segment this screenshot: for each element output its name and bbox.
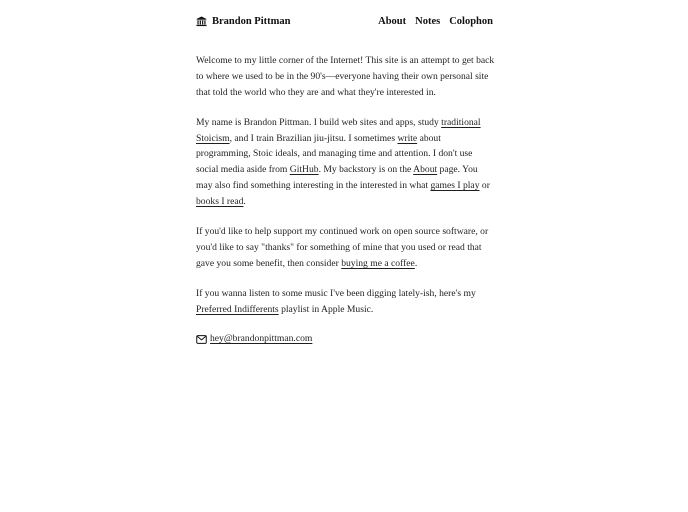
main-content <box>196 53 496 347</box>
institution-icon <box>196 16 207 27</box>
bio-text: . My backstory is on the <box>318 164 414 176</box>
home-link[interactable] <box>196 16 290 27</box>
support-paragraph <box>196 224 496 271</box>
bio-text: My name is Brandon Pittman. I build web sites and apps, study <box>196 116 442 128</box>
intro-paragraph: Welcome to my little corner of the Internet! This site is an attempt to get back to where we used to be in the 90's—everyone having their own personal site that told the world who they are and what they're interested in. <box>196 55 495 98</box>
books-link[interactable]: books I read <box>196 195 244 207</box>
music-text: playlist in Apple Music. <box>278 303 374 315</box>
nav-colophon[interactable]: Colophon <box>449 15 493 27</box>
nav-about[interactable]: About <box>378 15 407 27</box>
github-link[interactable]: GitHub <box>289 164 319 176</box>
site-header <box>196 12 493 30</box>
bio-text: . <box>243 195 246 207</box>
bio-text: page. You may also find something interesting in the interested in what <box>196 164 478 192</box>
bio-text: about programming, Stoic ideals, and managing time and attention. I don't use social media aside from <box>196 132 473 176</box>
envelope-icon <box>196 335 207 344</box>
bio-text: or <box>479 180 490 192</box>
music-paragraph <box>196 286 496 318</box>
playlist-link[interactable]: Preferred Indifferents <box>196 303 279 315</box>
brand-name: Brandon Pittman <box>212 15 291 27</box>
contact-row <box>196 331 496 347</box>
email-link[interactable]: hey@brandonpittman.com <box>210 333 313 345</box>
nav-notes[interactable]: Notes <box>415 15 441 27</box>
games-link[interactable]: games I play <box>430 180 480 192</box>
write-link[interactable]: write <box>397 132 418 144</box>
bio-text: , and I train Brazilian jiu-jitsu. I sometimes <box>229 132 398 144</box>
coffee-link[interactable]: buying me a coffee <box>341 257 415 269</box>
main-nav <box>378 16 493 27</box>
about-link[interactable]: About <box>413 164 438 176</box>
bio-paragraph <box>196 115 496 210</box>
music-text: If you wanna listen to some music I've been digging lately-ish, here's my <box>196 288 476 300</box>
support-text: . <box>414 257 418 269</box>
stoicism-link[interactable]: traditional Stoicism <box>196 116 481 144</box>
support-text: If you'd like to help support my continued work on open source software, or you'd like to say "thanks" for something of mine that you used or read that gave you some benefit, then consider <box>196 226 489 269</box>
